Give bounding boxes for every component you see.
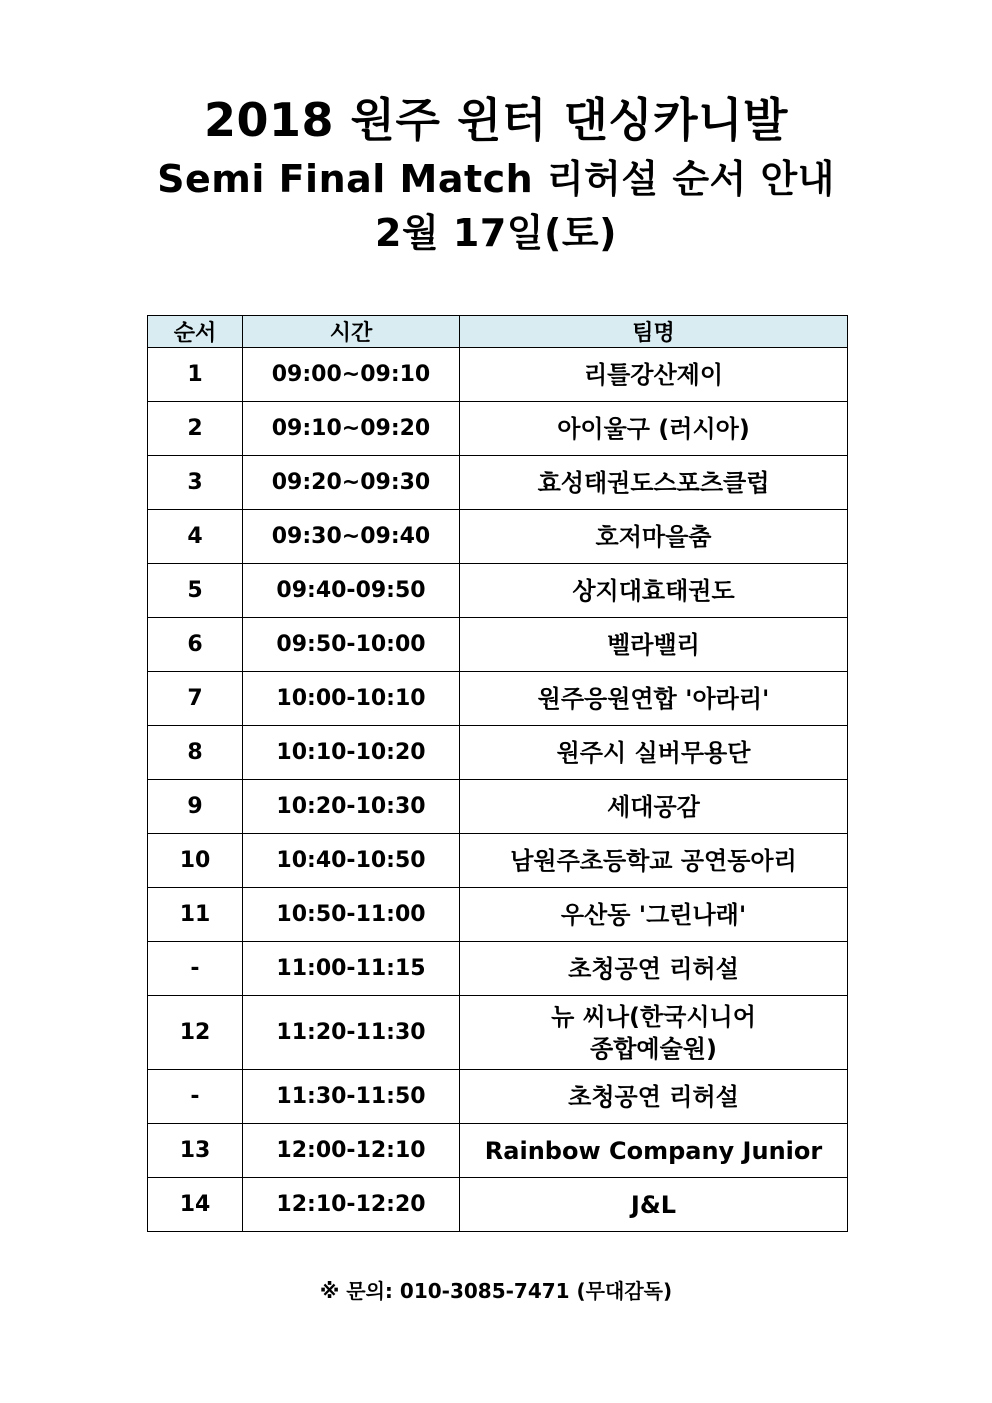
order-cell: 5 — [148, 564, 243, 618]
event-title: 2018 원주 윈터 댄싱카니발 — [204, 93, 788, 147]
table-row — [148, 1178, 848, 1232]
team-cell — [460, 996, 848, 1070]
order-cell: 3 — [148, 456, 243, 510]
time-cell: 09:20~09:30 — [243, 456, 460, 510]
team-cell: 리틀강산제이 — [460, 348, 848, 402]
event-subtitle: Semi Final Match 리허설 순서 안내 — [157, 157, 835, 201]
table-row — [148, 348, 848, 402]
time-cell: 09:10~09:20 — [243, 402, 460, 456]
event-date: 2월 17일(토) — [375, 211, 617, 255]
table-row — [148, 510, 848, 564]
order-cell: 8 — [148, 726, 243, 780]
table-row — [148, 1070, 848, 1124]
team-cell: 원주시 실버무용단 — [460, 726, 848, 780]
header-order: 순서 — [148, 316, 243, 348]
time-cell: 10:20-10:30 — [243, 780, 460, 834]
time-cell: 09:50-10:00 — [243, 618, 460, 672]
table-row — [148, 1124, 848, 1178]
table-row — [148, 996, 848, 1070]
rehearsal-schedule-table — [147, 315, 848, 1232]
time-cell: 12:10-12:20 — [243, 1178, 460, 1232]
team-cell: 초청공연 리허설 — [460, 1070, 848, 1124]
order-cell: - — [148, 942, 243, 996]
time-cell: 11:20-11:30 — [243, 996, 460, 1070]
order-cell: - — [148, 1070, 243, 1124]
table-row — [148, 618, 848, 672]
order-cell: 9 — [148, 780, 243, 834]
time-cell: 11:00-11:15 — [243, 942, 460, 996]
order-cell: 4 — [148, 510, 243, 564]
team-name-line-2: 종합예술원) — [590, 1034, 717, 1063]
document-title — [0, 88, 992, 260]
team-cell: 세대공감 — [460, 780, 848, 834]
contact-note: ※ 문의: 010-3085-7471 (무대감독) — [319, 1279, 673, 1303]
team-cell: 남원주초등학교 공연동아리 — [460, 834, 848, 888]
time-cell: 10:10-10:20 — [243, 726, 460, 780]
order-cell: 14 — [148, 1178, 243, 1232]
order-cell: 10 — [148, 834, 243, 888]
order-cell: 6 — [148, 618, 243, 672]
order-cell: 7 — [148, 672, 243, 726]
time-cell: 11:30-11:50 — [243, 1070, 460, 1124]
table-row — [148, 672, 848, 726]
table-row — [148, 942, 848, 996]
team-cell: 초청공연 리허설 — [460, 942, 848, 996]
time-cell: 10:40-10:50 — [243, 834, 460, 888]
time-cell: 12:00-12:10 — [243, 1124, 460, 1178]
team-cell: 아이울구 (러시아) — [460, 402, 848, 456]
team-cell: 우산동 '그린나래' — [460, 888, 848, 942]
time-cell: 10:00-10:10 — [243, 672, 460, 726]
order-cell: 11 — [148, 888, 243, 942]
header-time: 시간 — [243, 316, 460, 348]
order-cell: 1 — [148, 348, 243, 402]
time-cell: 10:50-11:00 — [243, 888, 460, 942]
team-cell: 벨라밸리 — [460, 618, 848, 672]
team-cell: Rainbow Company Junior — [460, 1124, 848, 1178]
order-cell: 12 — [148, 996, 243, 1070]
team-cell: 호저마을춤 — [460, 510, 848, 564]
table-row — [148, 888, 848, 942]
order-cell: 13 — [148, 1124, 243, 1178]
time-cell: 09:00~09:10 — [243, 348, 460, 402]
order-cell: 2 — [148, 402, 243, 456]
team-cell: 상지대효태권도 — [460, 564, 848, 618]
table-row — [148, 402, 848, 456]
team-cell: 효성태권도스포츠클럽 — [460, 456, 848, 510]
table-row — [148, 726, 848, 780]
table-header-row — [148, 316, 848, 348]
table-row — [148, 834, 848, 888]
table-row — [148, 456, 848, 510]
table-row — [148, 780, 848, 834]
team-cell: 원주응원연합 '아라리' — [460, 672, 848, 726]
time-cell: 09:30~09:40 — [243, 510, 460, 564]
header-team: 팀명 — [460, 316, 848, 348]
team-name-line-1: 뉴 씨나(한국시니어 — [551, 1002, 756, 1031]
table-row — [148, 564, 848, 618]
team-cell: J&L — [460, 1178, 848, 1232]
time-cell: 09:40-09:50 — [243, 564, 460, 618]
